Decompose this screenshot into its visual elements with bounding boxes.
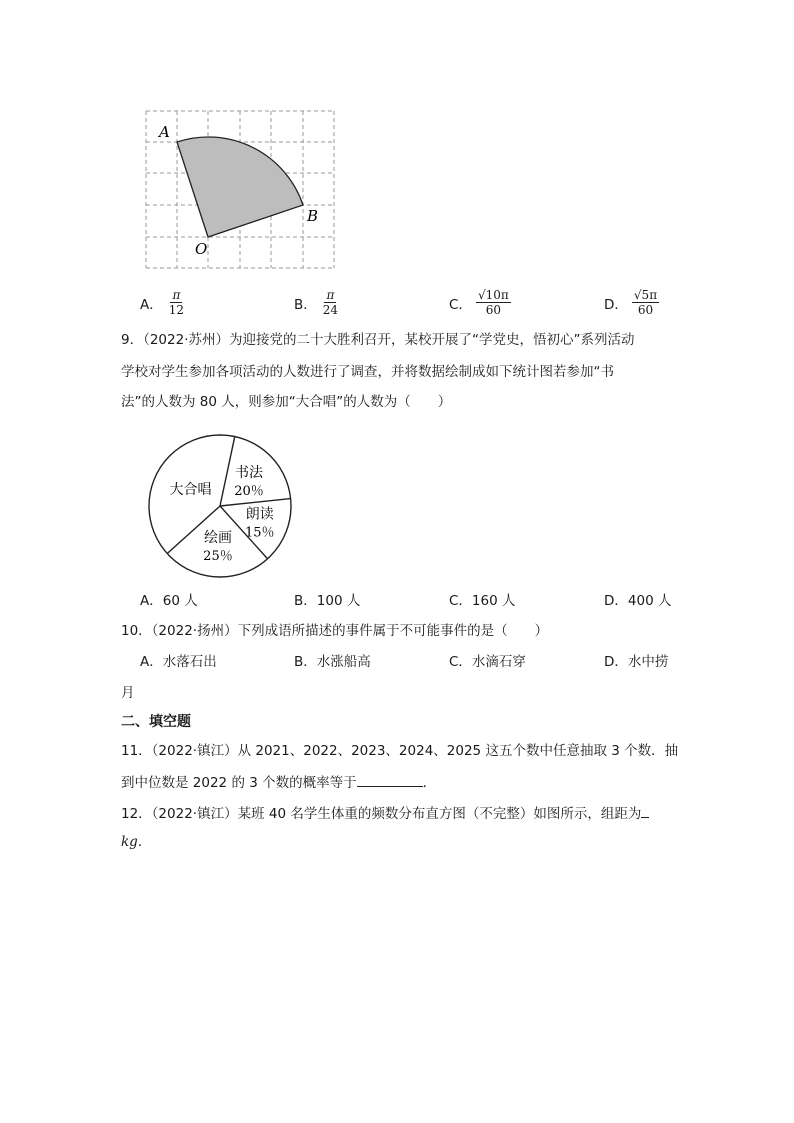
q8-option-a[interactable] (140, 288, 186, 317)
q11-line-2-text: 到中位数是 2022 的 3 个数的概率等于 (121, 775, 357, 791)
pie-slice-label: 朗读 (245, 506, 274, 523)
fraction-denominator: 60 (637, 303, 654, 317)
fraction-denominator: 60 (485, 303, 501, 317)
shaded-sector (177, 137, 303, 237)
answer-blank[interactable] (641, 803, 649, 818)
q9-line-1: 9．（2022·苏州）为迎接党的二十大胜利召开，某校开展了“学党史，悟初心”系列活动 (121, 332, 635, 348)
q10-option-d[interactable]: D．水中捞 (604, 654, 669, 670)
label-b: B (307, 207, 319, 225)
q11-end: ． (422, 775, 437, 791)
fraction-numerator: √10π (477, 288, 509, 302)
pie-slice-3 (169, 481, 211, 498)
option-letter: C． (449, 296, 472, 313)
q8-option-b[interactable] (294, 288, 340, 317)
q10-option-b[interactable]: B．水涨船高 (294, 654, 371, 670)
fraction-denominator: 12 (168, 303, 185, 317)
label-a: A (159, 123, 170, 141)
q11-line-1: 11．（2022·镇江）从 2021、2022、2023、2024、2025 这五个数中任意抽取 3 个数．抽 (121, 743, 679, 759)
q12-line-1-text: 12．（2022·镇江）某班 40 名学生体重的频数分布直方图（不完整）如图所示，组距为 (121, 806, 642, 822)
q8-option-d[interactable] (604, 288, 659, 317)
q10-option-d-wrap: 月 (121, 685, 135, 701)
q9-option-c[interactable]: C．160 人 (449, 593, 516, 609)
fraction-numerator: √5π (633, 288, 658, 302)
q9-option-d[interactable]: D．400 人 (604, 593, 672, 609)
fraction (321, 288, 340, 317)
q10-line-1: 10．（2022·扬州）下列成语所描述的事件属于不可能事件的是（ ） (121, 623, 549, 639)
pie-slice-label: 绘画 (203, 529, 232, 546)
section-title: 二、填空题 (121, 714, 191, 730)
sector-figure (140, 105, 340, 275)
q12-end: ． (137, 834, 152, 850)
pie-slice-value: 20％ (234, 483, 264, 499)
q9-option-a[interactable]: A．60 人 (140, 593, 198, 609)
option-letter: D． (604, 296, 628, 313)
answer-blank[interactable] (357, 772, 423, 787)
q12-line-2 (121, 832, 151, 852)
pie-chart (140, 428, 300, 584)
pie-slice-label: 大合唱 (169, 481, 212, 498)
pie-slice-label: 书法 (235, 464, 264, 481)
option-letter: B． (294, 296, 317, 313)
q10-option-c[interactable]: C．水滴石穿 (449, 654, 526, 670)
pie-slice-value: 15％ (244, 525, 275, 541)
fraction (167, 288, 186, 317)
fraction (476, 288, 511, 317)
q8-option-c[interactable] (449, 288, 511, 317)
option-letter: A． (140, 296, 163, 313)
q12-line-1 (121, 803, 649, 824)
q11-line-2 (121, 772, 436, 793)
fraction-numerator: π (326, 288, 335, 302)
fraction (632, 288, 659, 317)
fraction-denominator: 24 (322, 303, 339, 317)
pie-slice-value: 25％ (203, 548, 233, 564)
q10-option-a[interactable]: A．水落石出 (140, 654, 217, 670)
unit-kg: kg (121, 834, 138, 850)
q9-line-2: 学校对学生参加各项活动的人数进行了调查，并将数据绘制成如下统计图若参加“书 (121, 364, 614, 380)
fraction-numerator: π (172, 288, 181, 302)
q9-option-b[interactable]: B．100 人 (294, 593, 361, 609)
label-o: O (195, 240, 208, 258)
q9-line-3: 法”的人数为 80 人，则参加“大合唱”的人数为（ ） (121, 394, 452, 410)
